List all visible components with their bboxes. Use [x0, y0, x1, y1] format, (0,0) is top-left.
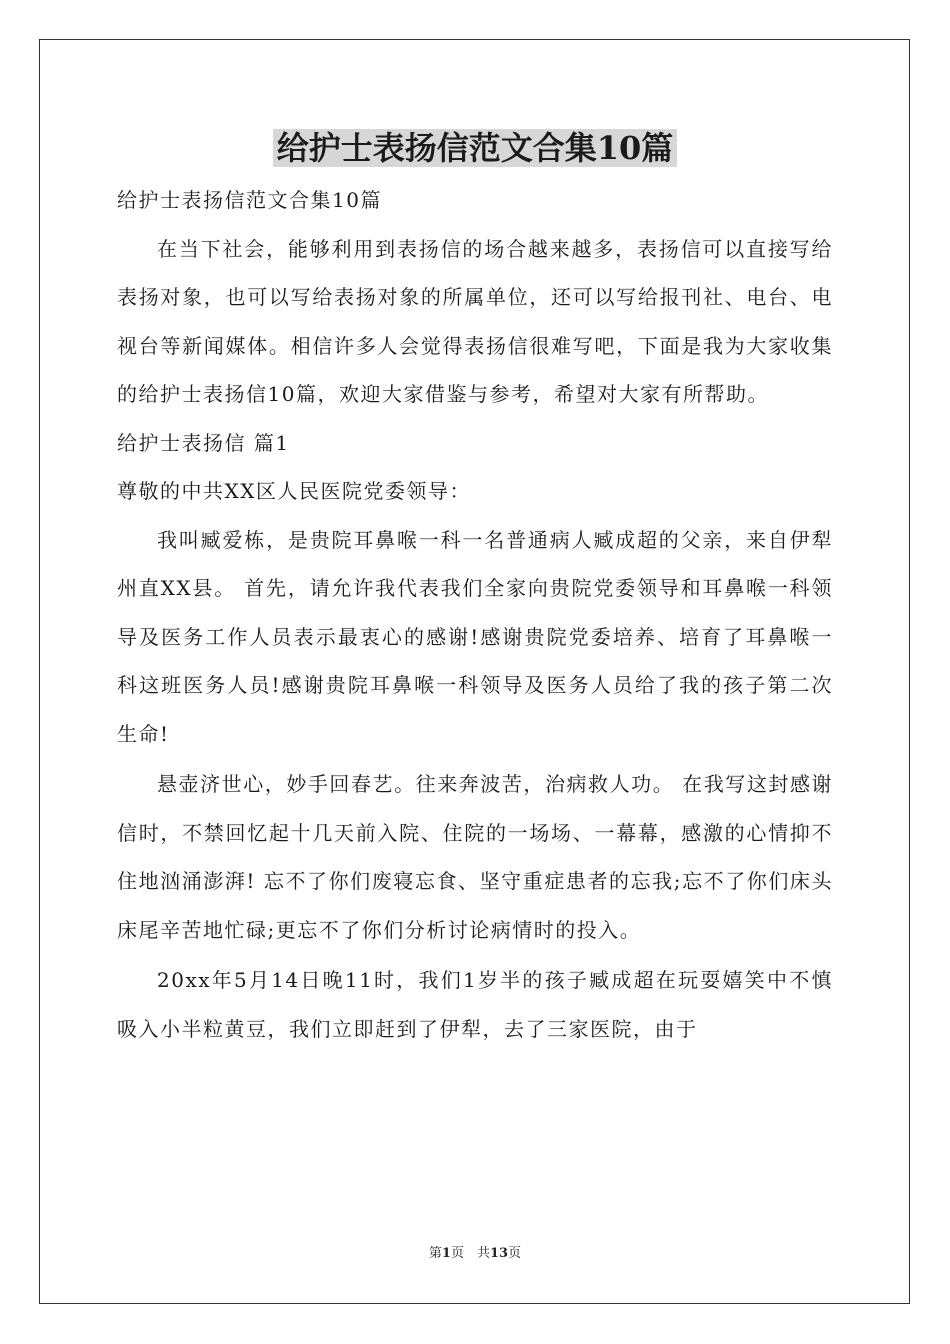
page-prefix: 第 [428, 1246, 442, 1261]
letter-salutation: 尊敬的中共XX区人民医院党委领导： [117, 479, 471, 503]
document-title-text: 给护士表扬信范文合集10篇 [273, 129, 678, 167]
intro-paragraph: 在当下社会，能够利用到表扬信的场合越来越多，表扬信可以直接写给表扬对象，也可以写给表扬对象的所属单位，还可以写给报刊社、电台、电视台等新闻媒体。相信许多人会觉得表扬信很难写吧，下面是我为大家收集的给护士表扬信10篇，欢迎大家借鉴与参考，希望对大家有所帮助。 [117, 236, 833, 406]
total-page-number: 13 [489, 1246, 509, 1261]
page-footer [0, 1244, 950, 1264]
page-mid: 页 共 [450, 1246, 490, 1261]
body-paragraph: 悬壶济世心，妙手回春艺。往来奔波苦，治病救人功。 在我写这封感谢信时，不禁回忆起十几天前入院、住院的一场场、一幕幕，感激的心情抑不住地汹涌澎湃! 忘不了你们废寝忘食、坚守重症患者的忘我;忘不了你们床头床尾辛苦地忙碌;更忘不了你们分析讨论病情时的投入。 [117, 772, 833, 942]
current-page-number: 1 [441, 1246, 451, 1261]
body-paragraph: 我叫臧爱栋，是贵院耳鼻喉一科一名普通病人臧成超的父亲，来自伊犁州直XX县。 首先，请允许我代表我们全家向贵院党委领导和耳鼻喉一科领导及医务工作人员表示最衷心的感谢!感谢贵院党委培养、培育了耳鼻喉一科这班医务人员!感谢贵院耳鼻喉一科领导及医务人员给了我的孩子第二次生命! [117, 527, 833, 746]
section-heading: 给护士表扬信 篇1 [117, 430, 290, 455]
page-suffix: 页 [508, 1246, 522, 1261]
document-subtitle: 给护士表扬信范文合集10篇 [117, 188, 382, 212]
document-body [117, 176, 833, 1053]
document-title [0, 122, 950, 174]
body-paragraph: 20xx年5月14日晚11时，我们1岁半的孩子臧成超在玩耍嬉笑中不慎吸入小半粒黄豆，我们立即赶到了伊犁，去了三家医院，由于 [117, 968, 833, 1041]
